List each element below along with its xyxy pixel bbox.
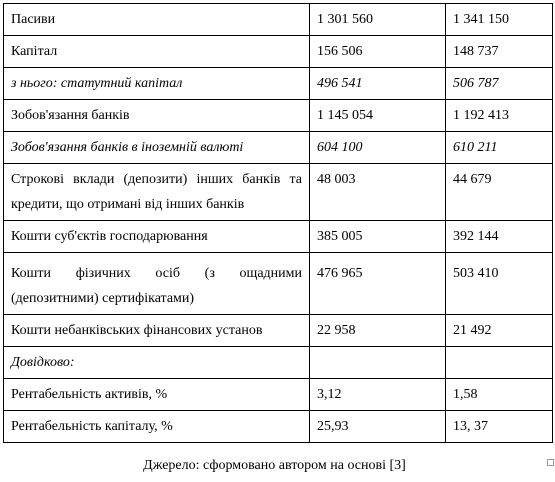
row-label: Зобов'язання банків <box>4 100 310 132</box>
row-label: Кошти суб'єктів господарювання <box>4 221 310 253</box>
table-row <box>4 100 553 132</box>
value-cell: 1 192 413 <box>446 100 553 132</box>
table-row <box>4 315 553 347</box>
value-cell: 604 100 <box>310 132 446 164</box>
value-cell: 148 737 <box>446 36 553 68</box>
table-row <box>4 68 553 100</box>
table-row <box>4 379 553 411</box>
value-cell: 1 145 054 <box>310 100 446 132</box>
table-row <box>4 347 553 379</box>
value-cell <box>446 347 553 379</box>
value-cell: 1 341 150 <box>446 4 553 36</box>
table-source-caption: Джерело: сформовано автором на основі [3] <box>143 458 406 473</box>
value-cell: 392 144 <box>446 221 553 253</box>
value-cell: 385 005 <box>310 221 446 253</box>
table-row <box>4 411 553 443</box>
row-label: Довідково: <box>4 347 310 379</box>
value-cell: 503 410 <box>446 253 553 315</box>
row-label: Пасиви <box>4 4 310 36</box>
value-cell: 3,12 <box>310 379 446 411</box>
table-row <box>4 164 553 221</box>
row-label: Рентабельність капіталу, % <box>4 411 310 443</box>
table-row <box>4 221 553 253</box>
value-cell: 506 787 <box>446 68 553 100</box>
table-row <box>4 36 553 68</box>
value-cell: 25,93 <box>310 411 446 443</box>
row-label: Рентабельність активів, % <box>4 379 310 411</box>
value-cell <box>310 347 446 379</box>
value-cell: 1 301 560 <box>310 4 446 36</box>
value-cell: 476 965 <box>310 253 446 315</box>
value-cell: 156 506 <box>310 36 446 68</box>
value-cell: 21 492 <box>446 315 553 347</box>
value-cell: 44 679 <box>446 164 553 221</box>
paragraph-end-marker <box>547 459 554 466</box>
table-row <box>4 253 553 315</box>
value-cell: 13, 37 <box>446 411 553 443</box>
row-label: Кошти небанківських фінансових установ <box>4 315 310 347</box>
value-cell: 496 541 <box>310 68 446 100</box>
value-cell: 22 958 <box>310 315 446 347</box>
bank-indicators-table <box>3 3 553 443</box>
row-label: Зобов'язання банків в іноземній валюті <box>4 132 310 164</box>
value-cell: 610 211 <box>446 132 553 164</box>
table-row <box>4 4 553 36</box>
row-label: Кошти фізичних осіб (з ощадними (депозитними) сертифікатами) <box>4 253 310 315</box>
table-row <box>4 132 553 164</box>
row-label: Капітал <box>4 36 310 68</box>
value-cell: 48 003 <box>310 164 446 221</box>
row-label: з нього: статутний капітал <box>4 68 310 100</box>
row-label: Строкові вклади (депозити) інших банків та кредити, що отримані від інших банків <box>4 164 310 221</box>
value-cell: 1,58 <box>446 379 553 411</box>
